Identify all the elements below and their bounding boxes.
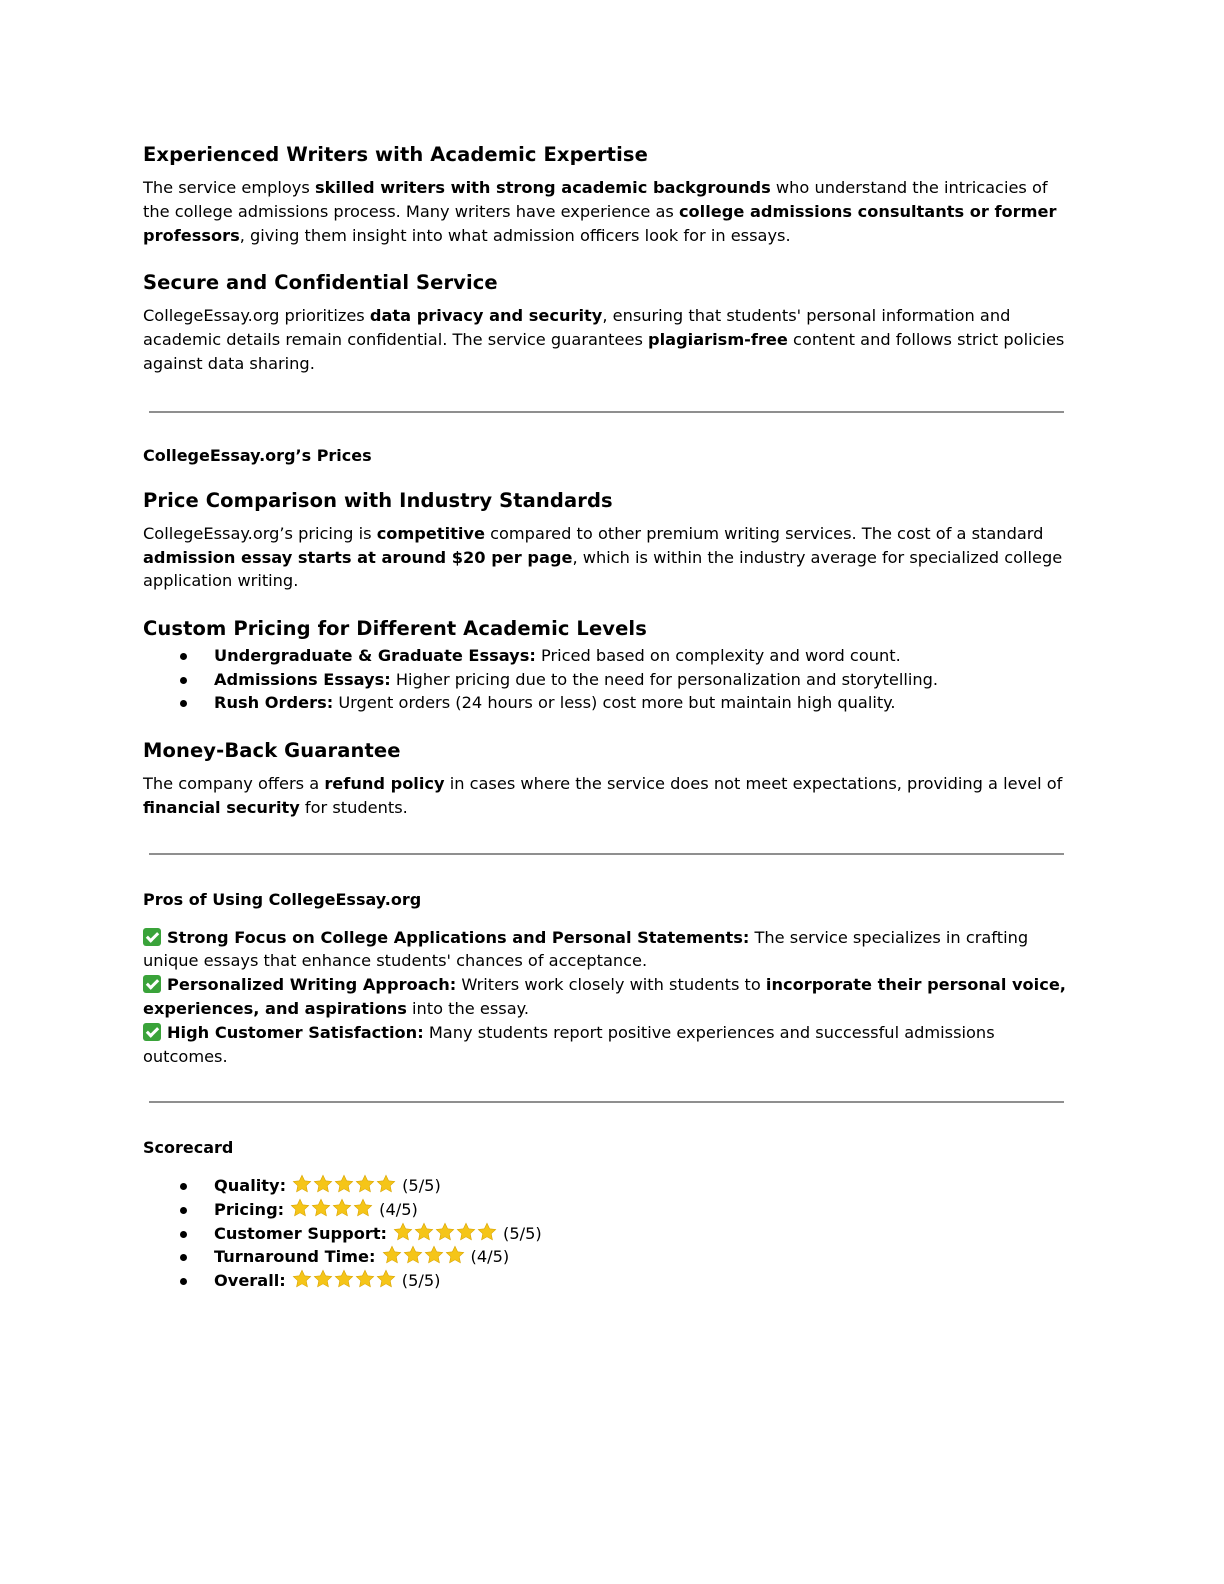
custom-pricing-list — [143, 644, 1073, 715]
divider — [149, 853, 1064, 855]
heading-custom-pricing: Custom Pricing for Different Academic Levels — [143, 617, 647, 641]
star-rating — [292, 1174, 396, 1194]
star-icon — [311, 1198, 331, 1218]
star-icon — [376, 1174, 396, 1194]
star-icon — [292, 1269, 312, 1289]
scorecard-score: (5/5) — [402, 1176, 441, 1196]
bullet-icon — [180, 1278, 187, 1285]
star-icon — [376, 1269, 396, 1289]
star-icon — [393, 1222, 413, 1242]
scorecard-item — [143, 1198, 1073, 1222]
star-icon — [334, 1269, 354, 1289]
star-icon — [414, 1222, 434, 1242]
scorecard-title: Scorecard — [143, 1138, 234, 1158]
check-mark-icon — [143, 975, 161, 993]
scorecard-list — [143, 1174, 1073, 1292]
scorecard-item — [143, 1269, 1073, 1293]
bullet-icon — [180, 700, 187, 707]
heading-experienced-writers: Experienced Writers with Academic Expertise — [143, 143, 648, 166]
bullet-icon — [180, 677, 187, 684]
paragraph-money-back: The company offers a refund policy in cases where the service does not meet expectations, providing a level of financial security for students. — [143, 773, 1063, 817]
pros-item-1: Strong Focus on College Applications and Personal Statements: The service specializes in crafting unique essays that enhance students' chances of acceptance. — [143, 927, 1029, 971]
scorecard-score: (4/5) — [470, 1247, 510, 1267]
star-icon — [313, 1174, 333, 1194]
scorecard-label: Turnaround Time: — [214, 1247, 376, 1267]
prices-title: CollegeEssay.org’s Prices — [143, 445, 372, 465]
star-icon — [355, 1269, 375, 1289]
scorecard-item — [143, 1174, 1073, 1198]
star-icon — [334, 1174, 354, 1194]
star-icon — [292, 1174, 312, 1194]
star-icon — [445, 1245, 465, 1265]
heading-price-comparison: Price Comparison with Industry Standards — [143, 488, 613, 512]
list-item: Rush Orders: Urgent orders (24 hours or less) cost more but maintain high quality. — [143, 691, 1073, 715]
bullet-icon — [180, 1231, 187, 1238]
check-mark-icon — [143, 1023, 161, 1041]
star-rating — [290, 1198, 373, 1218]
star-rating — [393, 1222, 497, 1242]
divider — [149, 411, 1064, 413]
pros-item-2: Personalized Writing Approach: Writers work closely with students to incorporate their personal voice, experiences, and aspirations into the essay. — [143, 975, 1066, 1018]
scorecard-score: (5/5) — [401, 1270, 441, 1290]
star-icon — [424, 1245, 444, 1265]
bullet-icon — [180, 1207, 187, 1214]
scorecard-label: Quality: — [214, 1176, 287, 1196]
star-rating — [292, 1269, 396, 1289]
star-icon — [355, 1174, 375, 1194]
star-icon — [435, 1222, 455, 1242]
document-content — [143, 140, 1073, 1292]
bullet-icon — [180, 1183, 187, 1190]
bullet-icon — [180, 1254, 187, 1261]
star-icon — [313, 1269, 333, 1289]
scorecard-score: (4/5) — [379, 1199, 418, 1219]
divider — [149, 1101, 1064, 1103]
scorecard-item — [143, 1245, 1073, 1269]
pros-title: Pros of Using CollegeEssay.org — [143, 889, 422, 909]
star-icon — [290, 1198, 310, 1218]
scorecard-label: Overall: — [214, 1270, 286, 1290]
pros-item-3: High Customer Satisfaction: Many students report positive experiences and successful admissions outcomes. — [143, 1022, 995, 1066]
scorecard-item — [143, 1222, 1073, 1246]
paragraph-experienced-writers: The service employs skilled writers with strong academic backgrounds who understand the intricacies of the college admissions process. Many writers have experience as college admissions consultants or former professors, giving them insight into what admission officers look for in essays. — [143, 178, 1057, 245]
star-icon — [403, 1245, 423, 1265]
star-icon — [456, 1222, 476, 1242]
star-icon — [477, 1222, 497, 1242]
paragraph-secure-service: CollegeEssay.org prioritizes data privacy and security, ensuring that students' personal information and academic details remain confidential. The service guarantees plagiarism-free content and follows strict policies against data sharing. — [143, 306, 1065, 373]
scorecard-label: Customer Support: — [214, 1223, 388, 1243]
heading-money-back: Money-Back Guarantee — [143, 738, 401, 762]
paragraph-price-comparison: CollegeEssay.org’s pricing is competitive compared to other premium writing services. The cost of a standard admission essay starts at around $20 per page, which is within the industry average for specialized college application writing. — [143, 523, 1063, 591]
heading-secure-service: Secure and Confidential Service — [143, 271, 498, 295]
bullet-icon — [180, 653, 187, 660]
star-icon — [353, 1198, 373, 1218]
star-icon — [382, 1245, 402, 1265]
scorecard-label: Pricing: — [214, 1199, 285, 1219]
star-rating — [382, 1245, 465, 1265]
list-item: Admissions Essays: Higher pricing due to the need for personalization and storytelling. — [143, 668, 1073, 692]
list-item: Undergraduate & Graduate Essays: Priced based on complexity and word count. — [143, 644, 1073, 668]
check-mark-icon — [143, 928, 161, 946]
scorecard-score: (5/5) — [503, 1223, 542, 1243]
star-icon — [332, 1198, 352, 1218]
